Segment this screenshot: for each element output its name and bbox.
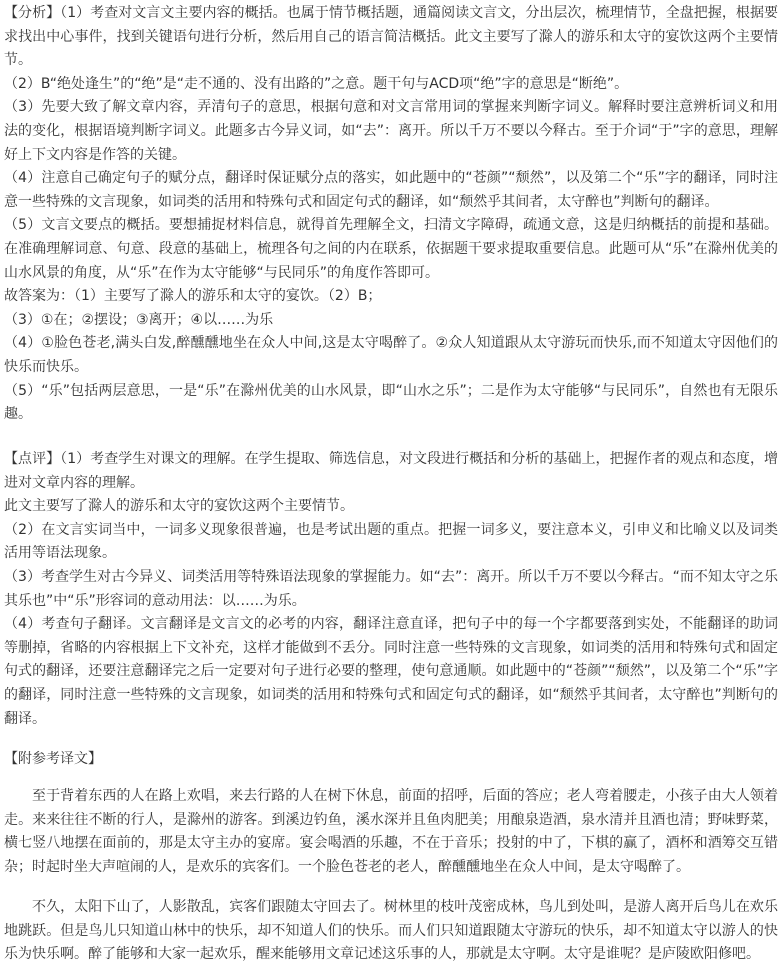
review-paragraph: 此文主要写了滁人的游乐和太守的宴饮这两个主要情节。 bbox=[4, 498, 354, 515]
review-paragraph: （4）考查句子翻译。文言翻译是文言文的必考的内容，翻译注意直译，把句子中的每一个字都要落到实处，不能翻译的助词等删掉，省略的内容根据上下文补充，这样才能做到不丢分。同时注意一些特殊的文言现象，如词类的活用和特殊句式和固定句式的翻译，还要注意翻译完之后一定要对句子进行必要的整理，使句意通顺。如此题中的“苍颜”“颓然”，以及第二个“乐”字的翻译，同时注意一些特殊的文言现象，如词类的活用和特殊句式和固定句式的翻译，如“颓然乎其间者，太守醉也”判断句的翻译。 bbox=[4, 616, 778, 727]
translation-heading-section bbox=[4, 748, 778, 772]
translation-section-1 bbox=[4, 785, 778, 879]
answer-paragraph: （4）①脸色苍老,满头白发,醉醺醺地坐在众人中间,这是太守喝醉了。②众人知道跟从太守游玩而快乐,而不知道太守因他们的快乐而快乐。 bbox=[4, 335, 778, 375]
translation-title: 【附参考译文】 bbox=[4, 751, 102, 767]
analysis-paragraph: （3）先要大致了解文章内容，弄清句子的意思，根据句意和对文言常用词的掌握来判断字词义。解释时要注意辨析词义和用法的变化，根据语境判断字词义。此题多古今异义词，如“去”：离开。所以千万不要以今释古。至于介词“于”字的意思，理解好上下文内容是作答的关键。 bbox=[4, 99, 778, 163]
review-paragraph: （3）考查学生对古今异义、词类活用等特殊语法现象的掌握能力。如“去”：离开。所以千万不要以今释古。“而不知太守之乐其乐也”中“乐”形容词的意动用法：以……为乐。 bbox=[4, 568, 778, 609]
review-paragraph: （2）在文言实词当中，一词多义现象很普遍，也是考试出题的重点。把握一词多义，要注意本义，引申义和比喻义以及词类活用等语法现象。 bbox=[4, 521, 778, 562]
analysis-paragraph: （5）文言文要点的概括。要想捕捉材料信息，就得首先理解全文，扫清文字障碍，疏通文意，这是归纳概括的前提和基础。在准确理解词意、句意、段意的基础上，梳理各句之间的内在联系，依据题干要求提取重要信息。此题可从“乐”在滁州优美的山水风景的角度，从“乐”在作为太守能够“与民同乐”的角度作答即可。 bbox=[4, 217, 778, 281]
analysis-paragraph: （2）B“绝处逢生”的“绝”是“走不通的、没有出路的”之意。题干句与ACD项“绝”字的意思是“断绝”。 bbox=[4, 75, 629, 92]
answer-paragraph: （5）“乐”包括两层意思，一是“乐”在滁州优美的山水风景，即“山水之乐”；二是作为太守能够“与民同乐”，自然也有无限乐趣。 bbox=[4, 382, 778, 423]
answer-paragraph: （3）①在；②摆设；③离开；④以……为乐 bbox=[4, 311, 274, 328]
analysis-paragraph: （4）注意自己确定句子的赋分点，翻译时保证赋分点的落实，如此题中的“苍颜”“颓然”，以及第二个“乐”字的翻译，同时注意一些特殊的文言现象，如词类的活用和特殊句式和固定句式的翻译，如“颓然乎其间者，太守醉也”判断句的翻译。 bbox=[4, 170, 778, 210]
translation-paragraph: 至于背着东西的人在路上欢唱，来去行路的人在树下休息，前面的招呼，后面的答应；老人弯着腰走，小孩子由大人领着走。来来往往不断的行人，是滁州的游客。到溪边钓鱼，溪水深并且鱼肉肥美；用酿泉造酒，泉水清并且酒也清；野味野菜，横七竖八地摆在面前的，那是太守主办的宴席。宴会喝酒的乐趣，不在于音乐；投射的中了，下棋的赢了，酒杯和酒筹交互错杂；时起时坐大声喧闹的人，是欢乐的宾客们。一个脸色苍老的老人，醉醺醺地坐在众人中间，是太守喝醉了。 bbox=[4, 788, 778, 875]
analysis-section bbox=[4, 2, 778, 427]
review-paragraph: 【点评】（1）考查学生对课文的理解。在学生提取、筛选信息，对文段进行概括和分析的基础上，把握作者的观点和态度，增进对文章内容的理解。 bbox=[4, 451, 778, 491]
translation-section-2 bbox=[4, 896, 778, 967]
translation-paragraph: 不久，太阳下山了，人影散乱，宾客们跟随太守回去了。树林里的枝叶茂密成林，鸟儿到处叫，是游人离开后鸟儿在欢乐地跳跃。但是鸟儿只知道山林中的快乐，却不知道人们的快乐。而人们只知道跟随太守游玩的快乐，却不知道太守以游人的快乐为快乐啊。醉了能够和大家一起欢乐，醒来能够用文章记述这乐事的人，那就是太守啊。太守是谁呢？是庐陵欧阳修吧。 bbox=[4, 899, 778, 963]
analysis-paragraph: 【分析】（1）考查对文言文主要内容的概括。也属于情节概括题，通篇阅读文言文，分出层次，梳理情节，全盘把握，根据要求找出中心事件，找到关键语句进行分析，然后用自己的语言简洁概括。此文主要写了滁人的游乐和太守的宴饮这两个主要情节。 bbox=[4, 5, 778, 69]
answer-paragraph: 故答案为：（1）主要写了滁人的游乐和太守的宴饮。（2）B； bbox=[4, 288, 382, 305]
review-section bbox=[4, 448, 778, 731]
